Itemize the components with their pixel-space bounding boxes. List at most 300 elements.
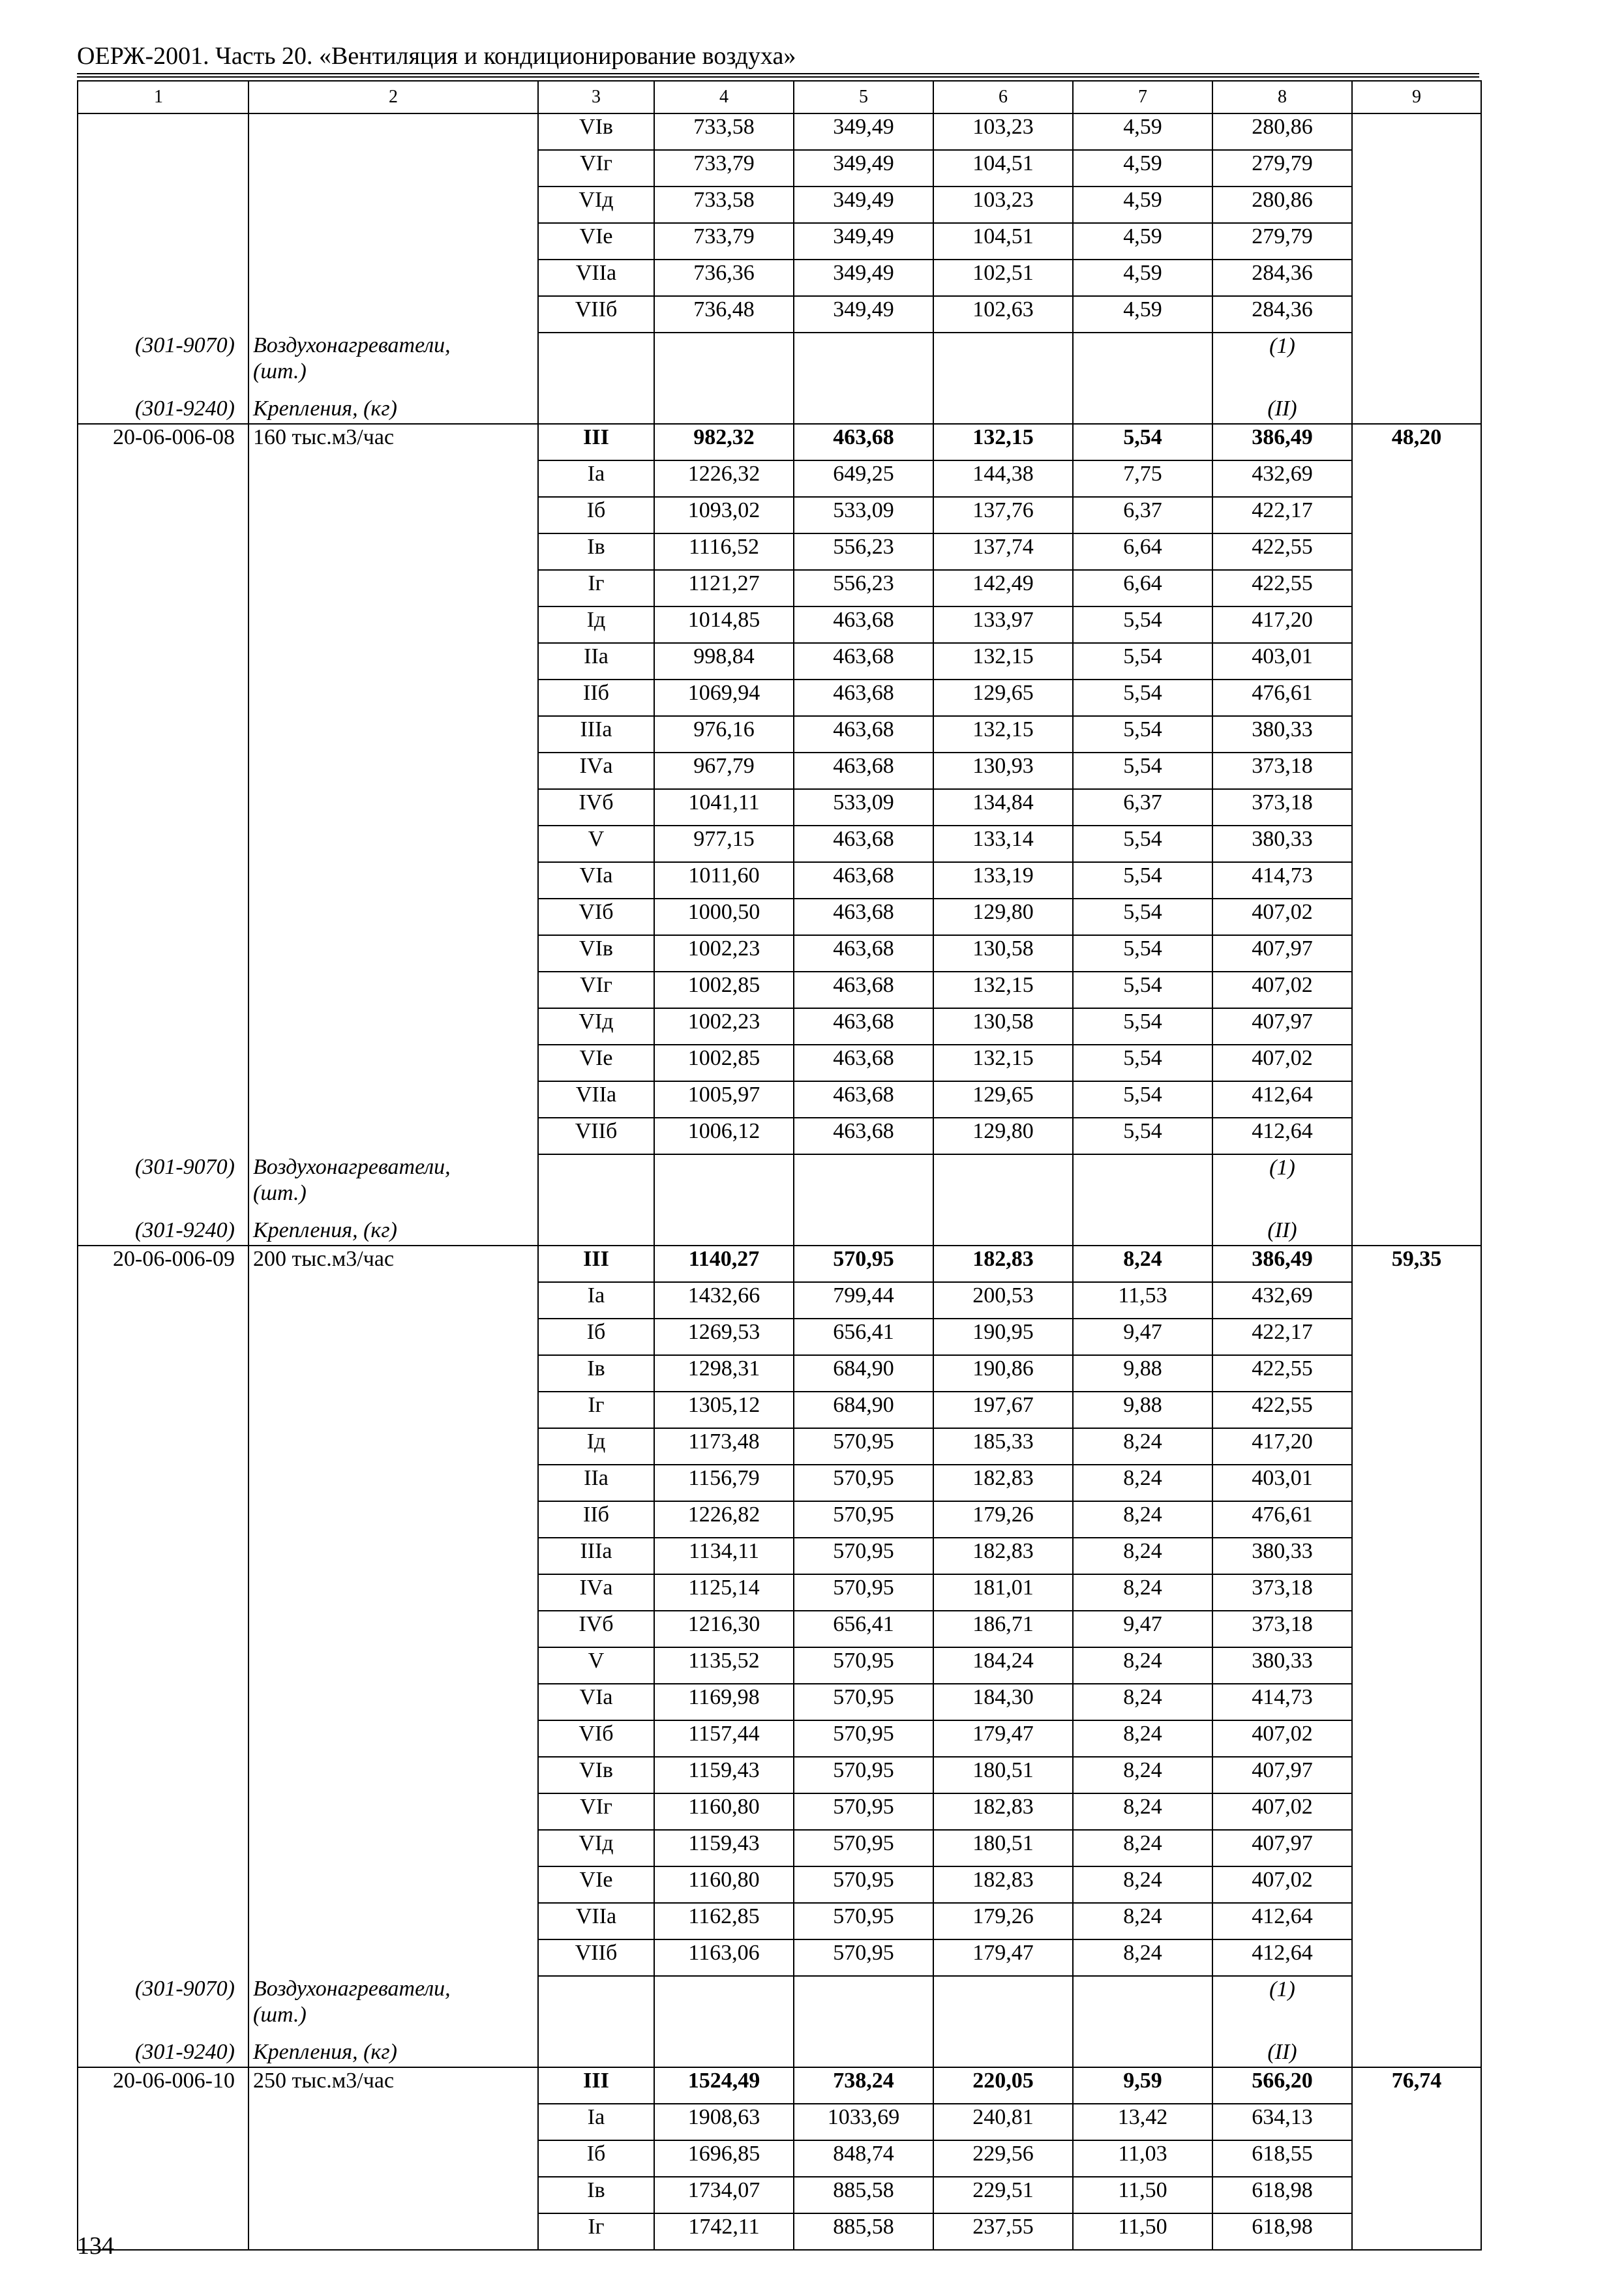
empty-cell — [248, 1538, 538, 1574]
table-cell: 1006,12 — [654, 1118, 794, 1154]
empty-cell — [78, 1720, 248, 1757]
table-row — [78, 497, 1481, 533]
table-cell: 133,14 — [933, 826, 1073, 862]
table-cell: 102,63 — [933, 296, 1073, 333]
table-cell: 570,95 — [794, 1757, 933, 1793]
table-cell: 129,80 — [933, 899, 1073, 935]
table-cell: 618,98 — [1212, 2177, 1352, 2213]
table-cell: 8,24 — [1073, 1939, 1212, 1976]
table-row — [78, 2140, 1481, 2177]
empty-cell — [248, 826, 538, 862]
table-cell: 4,59 — [1073, 296, 1212, 333]
empty-cell — [78, 716, 248, 753]
empty-cell — [1352, 972, 1481, 1008]
empty-cell — [248, 2213, 538, 2250]
empty-cell — [1352, 1428, 1481, 1465]
table-row — [78, 1720, 1481, 1757]
empty-cell — [248, 1428, 538, 1465]
empty-cell — [78, 1045, 248, 1081]
table-cell: 9,47 — [1073, 1611, 1212, 1647]
empty-cell — [78, 1465, 248, 1501]
table-cell: 412,64 — [1212, 1118, 1352, 1154]
page-number: 134 — [77, 2232, 114, 2260]
table-cell: 8,24 — [1073, 1501, 1212, 1538]
table-cell: 102,51 — [933, 260, 1073, 296]
empty-cell — [78, 643, 248, 680]
table-cell: 422,55 — [1212, 533, 1352, 570]
table-cell: 220,05 — [933, 2067, 1073, 2104]
empty-cell — [1352, 460, 1481, 497]
table-cell: 407,97 — [1212, 1008, 1352, 1045]
empty-cell — [248, 643, 538, 680]
table-cell: 386,49 — [1212, 1246, 1352, 1282]
empty-cell — [1352, 1282, 1481, 1319]
table-cell: 1216,30 — [654, 1611, 794, 1647]
table-cell: 8,24 — [1073, 1465, 1212, 1501]
empty-cell — [1352, 1720, 1481, 1757]
table-cell: 4,59 — [1073, 223, 1212, 260]
table-cell: 422,17 — [1212, 1319, 1352, 1355]
table-cell: 9 — [1352, 81, 1481, 113]
empty-cell — [1352, 2177, 1481, 2213]
table-cell: 349,49 — [794, 260, 933, 296]
empty-cell — [1352, 680, 1481, 716]
table-cell: 1742,11 — [654, 2213, 794, 2250]
table-cell: 1160,80 — [654, 1793, 794, 1830]
table-cell: 5,54 — [1073, 1045, 1212, 1081]
table-cell: 5,54 — [1073, 643, 1212, 680]
table-cell: 736,36 — [654, 260, 794, 296]
table-cell: 142,49 — [933, 570, 1073, 606]
table-cell: VIд — [538, 1830, 654, 1866]
table-cell: 463,68 — [794, 1045, 933, 1081]
table-cell: (301-9240) — [78, 2039, 248, 2067]
table-cell: 1734,07 — [654, 2177, 794, 2213]
table-row — [78, 789, 1481, 826]
empty-cell — [1352, 1538, 1481, 1574]
table-cell: 184,24 — [933, 1647, 1073, 1684]
empty-cell — [538, 1154, 654, 1218]
resource-row-fasteners — [78, 396, 1481, 424]
table-cell: 250 тыс.м3/час — [248, 2067, 538, 2104]
table-cell: 59,35 — [1352, 1246, 1481, 1282]
resource-name — [248, 1154, 538, 1218]
table-cell: 5 — [794, 81, 933, 113]
table-cell: VIIб — [538, 1118, 654, 1154]
empty-cell — [794, 396, 933, 424]
empty-cell — [78, 972, 248, 1008]
empty-cell — [1352, 1392, 1481, 1428]
table-row — [78, 113, 1481, 150]
empty-cell — [1352, 497, 1481, 533]
table-cell: IVб — [538, 789, 654, 826]
page-header: ОЕРЖ-2001. Часть 20. «Вентиляция и кондиционирование воздуха» — [77, 42, 796, 70]
table-row — [78, 260, 1481, 296]
table-cell: 4,59 — [1073, 113, 1212, 150]
empty-cell — [78, 223, 248, 260]
empty-cell — [78, 1081, 248, 1118]
empty-cell — [78, 1118, 248, 1154]
table-cell: 1226,82 — [654, 1501, 794, 1538]
table-row — [78, 2067, 1481, 2104]
table-cell: 1169,98 — [654, 1684, 794, 1720]
table-cell: 6,37 — [1073, 789, 1212, 826]
empty-cell — [1352, 1939, 1481, 1976]
empty-cell — [1352, 396, 1481, 424]
table-cell: 885,58 — [794, 2177, 933, 2213]
empty-cell — [794, 1976, 933, 2039]
table-cell: 132,15 — [933, 716, 1073, 753]
table-cell: 5,54 — [1073, 680, 1212, 716]
empty-cell — [794, 1154, 933, 1218]
empty-cell — [1352, 1903, 1481, 1939]
table-cell: 5,54 — [1073, 1081, 1212, 1118]
table-cell: 1298,31 — [654, 1355, 794, 1392]
table-row — [78, 1684, 1481, 1720]
table-cell: 373,18 — [1212, 789, 1352, 826]
empty-cell — [248, 899, 538, 935]
table-cell: Iа — [538, 460, 654, 497]
table-cell: 649,25 — [794, 460, 933, 497]
table-cell: 8,24 — [1073, 1903, 1212, 1939]
empty-cell — [78, 2177, 248, 2213]
table-row — [78, 1501, 1481, 1538]
empty-cell — [248, 1501, 538, 1538]
table-cell: 556,23 — [794, 570, 933, 606]
empty-cell — [248, 1081, 538, 1118]
empty-cell — [1352, 570, 1481, 606]
table-cell: 185,33 — [933, 1428, 1073, 1465]
empty-cell — [1352, 1793, 1481, 1830]
table-cell: 422,55 — [1212, 1392, 1352, 1428]
table-cell: 570,95 — [794, 1866, 933, 1903]
table-cell: 130,58 — [933, 1008, 1073, 1045]
table-cell: 684,90 — [794, 1355, 933, 1392]
empty-cell — [1352, 1218, 1481, 1246]
table-cell: 8,24 — [1073, 1793, 1212, 1830]
table-cell: 284,36 — [1212, 260, 1352, 296]
table-cell: 618,98 — [1212, 2213, 1352, 2250]
table-cell: 3 — [538, 81, 654, 113]
table-cell: 476,61 — [1212, 1501, 1352, 1538]
table-cell: 2 — [248, 81, 538, 113]
table-cell: 179,26 — [933, 1501, 1073, 1538]
table-cell: 733,79 — [654, 150, 794, 187]
empty-cell — [78, 1428, 248, 1465]
table-cell: 5,54 — [1073, 1118, 1212, 1154]
table-cell: 6,64 — [1073, 570, 1212, 606]
table-cell: 403,01 — [1212, 643, 1352, 680]
table-cell: 237,55 — [933, 2213, 1073, 2250]
table-cell: 1002,23 — [654, 935, 794, 972]
empty-cell — [1352, 1008, 1481, 1045]
resource-name-text: Воздухонагреватели, — [253, 1155, 451, 1179]
empty-cell — [1352, 2104, 1481, 2140]
table-cell: 1 — [78, 81, 248, 113]
table-cell: 4,59 — [1073, 187, 1212, 223]
table-cell: Iв — [538, 533, 654, 570]
empty-cell — [248, 1757, 538, 1793]
table-cell: 48,20 — [1352, 424, 1481, 460]
table-cell: 1226,32 — [654, 460, 794, 497]
table-cell: Iв — [538, 1355, 654, 1392]
table-cell: VIг — [538, 1793, 654, 1830]
table-cell: 182,83 — [933, 1246, 1073, 1282]
table-cell: 280,86 — [1212, 113, 1352, 150]
table-cell: 1160,80 — [654, 1866, 794, 1903]
empty-cell — [1352, 1757, 1481, 1793]
empty-cell — [248, 1282, 538, 1319]
table-cell: 967,79 — [654, 753, 794, 789]
table-cell: 1162,85 — [654, 1903, 794, 1939]
table-cell: Iг — [538, 570, 654, 606]
table-cell: 570,95 — [794, 1720, 933, 1757]
table-cell: 8,24 — [1073, 1720, 1212, 1757]
table-cell: 76,74 — [1352, 2067, 1481, 2104]
table-row — [78, 1793, 1481, 1830]
table-cell: 998,84 — [654, 643, 794, 680]
table-cell: 200,53 — [933, 1282, 1073, 1319]
table-cell: 380,33 — [1212, 1538, 1352, 1574]
table-cell: 570,95 — [794, 1574, 933, 1611]
empty-cell — [78, 935, 248, 972]
table-cell: 349,49 — [794, 150, 933, 187]
table-cell: 9,59 — [1073, 2067, 1212, 2104]
empty-cell — [248, 296, 538, 333]
table-cell: VIв — [538, 1757, 654, 1793]
table-cell: 5,54 — [1073, 424, 1212, 460]
empty-cell — [538, 396, 654, 424]
table-cell: 8,24 — [1073, 1246, 1212, 1282]
table-cell: 463,68 — [794, 753, 933, 789]
empty-cell — [1352, 533, 1481, 570]
table-row — [78, 899, 1481, 935]
table-cell: Iд — [538, 1428, 654, 1465]
empty-cell — [248, 1720, 538, 1757]
table-cell: 380,33 — [1212, 716, 1352, 753]
table-cell: (II) — [1212, 1218, 1352, 1246]
table-cell: 566,20 — [1212, 2067, 1352, 2104]
table-cell: 570,95 — [794, 1903, 933, 1939]
table-cell: 463,68 — [794, 935, 933, 972]
empty-cell — [248, 2104, 538, 2140]
table-cell: 1002,23 — [654, 1008, 794, 1045]
empty-cell — [248, 1008, 538, 1045]
table-cell: 129,65 — [933, 680, 1073, 716]
table-cell: 349,49 — [794, 187, 933, 223]
table-cell: 407,97 — [1212, 1757, 1352, 1793]
table-cell: 137,74 — [933, 533, 1073, 570]
empty-cell — [1352, 789, 1481, 826]
table-cell: 1002,85 — [654, 972, 794, 1008]
resource-name — [248, 1976, 538, 2039]
table-row — [78, 424, 1481, 460]
table-cell: 229,56 — [933, 2140, 1073, 2177]
table-cell: 1093,02 — [654, 497, 794, 533]
empty-cell — [78, 753, 248, 789]
resource-name-text: Воздухонагреватели, — [253, 1977, 451, 2001]
table-cell: Iб — [538, 1319, 654, 1355]
table-cell: 11,50 — [1073, 2177, 1212, 2213]
table-row — [78, 1118, 1481, 1154]
empty-cell — [1352, 1611, 1481, 1647]
table-cell: VIIа — [538, 1903, 654, 1939]
empty-cell — [1352, 935, 1481, 972]
table-row — [78, 2213, 1481, 2250]
table-cell: 463,68 — [794, 826, 933, 862]
table-cell: 11,03 — [1073, 2140, 1212, 2177]
table-cell: 279,79 — [1212, 150, 1352, 187]
table-cell: 1033,69 — [794, 2104, 933, 2140]
empty-cell — [1073, 1154, 1212, 1218]
table-cell: Iа — [538, 1282, 654, 1319]
resource-name — [248, 333, 538, 396]
table-row — [78, 753, 1481, 789]
table-row — [78, 460, 1481, 497]
empty-cell — [1352, 862, 1481, 899]
table-cell: IIб — [538, 1501, 654, 1538]
empty-cell — [1352, 1355, 1481, 1392]
table-cell: 190,95 — [933, 1319, 1073, 1355]
empty-cell — [78, 1611, 248, 1647]
empty-cell — [933, 1218, 1073, 1246]
table-cell: 373,18 — [1212, 1611, 1352, 1647]
table-row — [78, 2104, 1481, 2140]
table-cell: 8,24 — [1073, 1647, 1212, 1684]
table-cell: 180,51 — [933, 1757, 1073, 1793]
table-cell: (1) — [1212, 1154, 1352, 1218]
table-cell: IVа — [538, 753, 654, 789]
table-cell: (301-9240) — [78, 396, 248, 424]
table-cell: 407,02 — [1212, 899, 1352, 935]
table-cell: 5,54 — [1073, 826, 1212, 862]
table-cell: 733,58 — [654, 113, 794, 150]
header-rule-double — [77, 76, 1479, 78]
table-cell: (301-9070) — [78, 333, 248, 396]
empty-cell — [248, 1392, 538, 1428]
table-cell: 463,68 — [794, 1008, 933, 1045]
empty-cell — [248, 1793, 538, 1830]
empty-cell — [794, 2039, 933, 2067]
table-cell: 407,02 — [1212, 1720, 1352, 1757]
table-cell: 570,95 — [794, 1501, 933, 1538]
empty-cell — [1073, 2039, 1212, 2067]
table-cell: 104,51 — [933, 150, 1073, 187]
table-cell: 1159,43 — [654, 1757, 794, 1793]
table-cell: 179,47 — [933, 1720, 1073, 1757]
empty-cell — [1352, 716, 1481, 753]
empty-cell — [248, 1355, 538, 1392]
empty-cell — [78, 899, 248, 935]
table-row — [78, 643, 1481, 680]
table-cell: Iв — [538, 2177, 654, 2213]
empty-cell — [1352, 1830, 1481, 1866]
table-row — [78, 2177, 1481, 2213]
empty-cell — [78, 826, 248, 862]
table-cell: 1159,43 — [654, 1830, 794, 1866]
table-cell: 463,68 — [794, 972, 933, 1008]
table-row — [78, 296, 1481, 333]
table-row — [78, 223, 1481, 260]
empty-cell — [78, 113, 248, 150]
table-cell: 134,84 — [933, 789, 1073, 826]
table-cell: Крепления, (кг) — [248, 1218, 538, 1246]
table-cell: 280,86 — [1212, 187, 1352, 223]
table-cell: 412,64 — [1212, 1939, 1352, 1976]
empty-cell — [1352, 2140, 1481, 2177]
table-row — [78, 680, 1481, 716]
table-row — [78, 1611, 1481, 1647]
table-cell: Iа — [538, 2104, 654, 2140]
empty-cell — [248, 187, 538, 223]
table-cell: 1005,97 — [654, 1081, 794, 1118]
table-cell: (301-9070) — [78, 1154, 248, 1218]
resource-row-air-heaters — [78, 333, 1481, 396]
table-cell: 133,19 — [933, 862, 1073, 899]
table-cell: (301-9070) — [78, 1976, 248, 2039]
table-cell: 736,48 — [654, 296, 794, 333]
table-cell: 417,20 — [1212, 1428, 1352, 1465]
table-row — [78, 1830, 1481, 1866]
table-cell: 8,24 — [1073, 1830, 1212, 1866]
table-cell: 8 — [1212, 81, 1352, 113]
table-row — [78, 1574, 1481, 1611]
table-cell: 104,51 — [933, 223, 1073, 260]
table-cell: VIг — [538, 972, 654, 1008]
empty-cell — [248, 862, 538, 899]
empty-cell — [1352, 2039, 1481, 2067]
table-cell: 1125,14 — [654, 1574, 794, 1611]
empty-cell — [933, 1976, 1073, 2039]
table-row — [78, 1647, 1481, 1684]
table-cell: 407,02 — [1212, 972, 1352, 1008]
empty-cell — [78, 1392, 248, 1428]
empty-cell — [248, 150, 538, 187]
table-row — [78, 187, 1481, 223]
table-cell: Iб — [538, 2140, 654, 2177]
empty-cell — [78, 497, 248, 533]
table-cell: 6,64 — [1073, 533, 1212, 570]
table-cell: 463,68 — [794, 899, 933, 935]
empty-cell — [248, 1647, 538, 1684]
empty-cell — [248, 1903, 538, 1939]
table-cell: 656,41 — [794, 1319, 933, 1355]
table-cell: 284,36 — [1212, 296, 1352, 333]
table-cell: (301-9240) — [78, 1218, 248, 1246]
table-cell: 733,58 — [654, 187, 794, 223]
empty-cell — [654, 1218, 794, 1246]
empty-cell — [248, 2177, 538, 2213]
empty-cell — [78, 680, 248, 716]
table-cell: 1069,94 — [654, 680, 794, 716]
table-cell: IVа — [538, 1574, 654, 1611]
empty-cell — [1073, 1218, 1212, 1246]
empty-cell — [248, 497, 538, 533]
table-cell: III — [538, 2067, 654, 2104]
empty-cell — [78, 187, 248, 223]
empty-cell — [248, 606, 538, 643]
empty-cell — [78, 1574, 248, 1611]
empty-cell — [1352, 1081, 1481, 1118]
empty-cell — [1352, 826, 1481, 862]
table-cell: Iб — [538, 497, 654, 533]
table-cell: 432,69 — [1212, 460, 1352, 497]
table-cell: 130,58 — [933, 935, 1073, 972]
table-cell: 570,95 — [794, 1684, 933, 1720]
table-row — [78, 150, 1481, 187]
table-cell: VIб — [538, 899, 654, 935]
empty-cell — [78, 260, 248, 296]
